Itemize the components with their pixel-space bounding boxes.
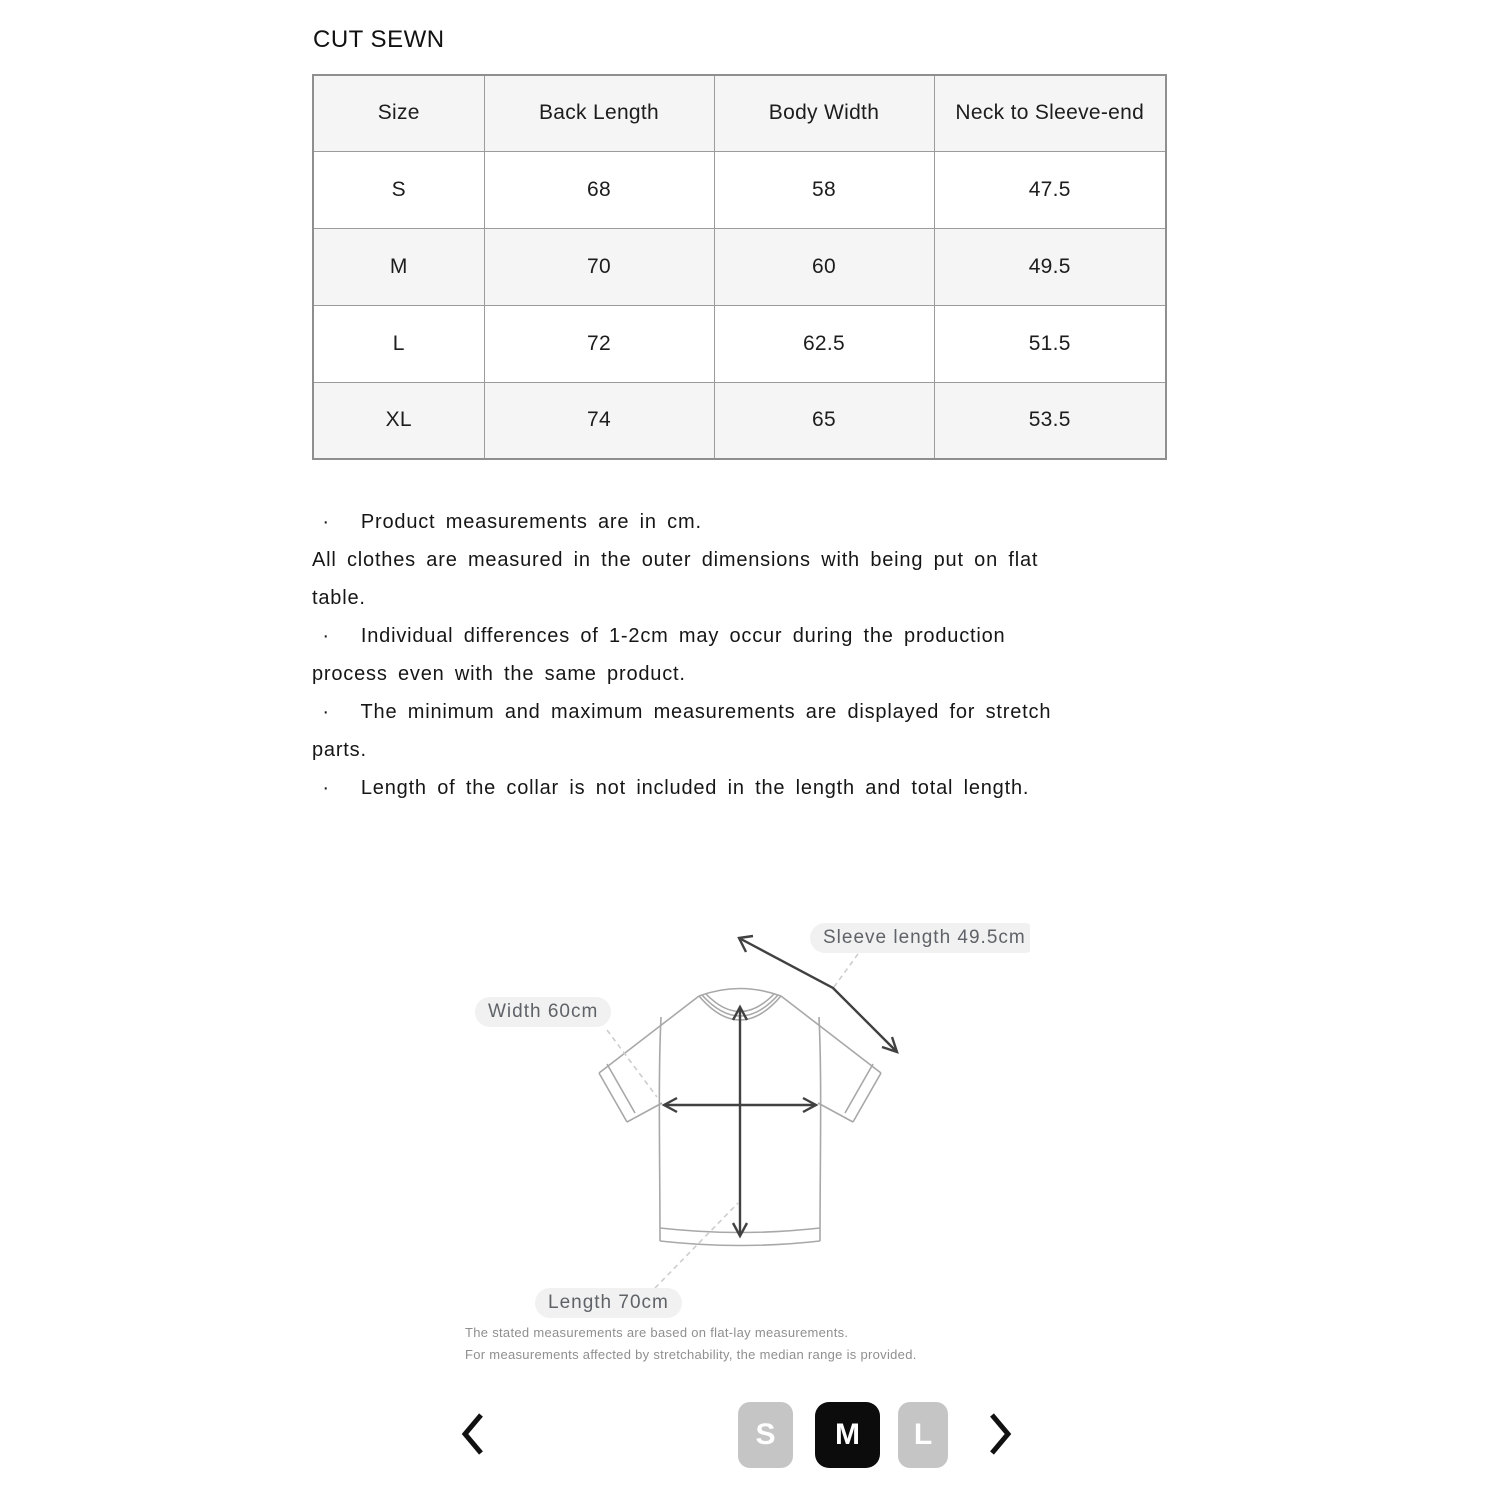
diagram-footnote: For measurements affected by stretchability, the median range is provided.: [465, 1347, 917, 1362]
note-line: · Individual differences of 1-2cm may occur during the production: [312, 625, 1006, 647]
note-line: process even with the same product.: [312, 663, 686, 685]
table-row: [313, 305, 1166, 382]
prev-button[interactable]: [457, 1410, 487, 1458]
col-header-body-width: Body Width: [714, 75, 934, 151]
cell-body-width: 58: [714, 151, 934, 228]
col-header-neck-to-sleeve: Neck to Sleeve-end: [934, 75, 1166, 151]
measurement-notes: [312, 503, 1051, 807]
note-line: parts.: [312, 739, 367, 761]
chevron-left-icon: [457, 1410, 487, 1458]
table-header-row: [313, 75, 1166, 151]
cell-size: XL: [313, 382, 484, 459]
table-row: [313, 151, 1166, 228]
cell-neck-to-sleeve: 53.5: [934, 382, 1166, 459]
width-label: Width 60cm: [475, 997, 611, 1027]
cell-back-length: 74: [484, 382, 714, 459]
length-label: Length 70cm: [535, 1288, 682, 1318]
table-row: [313, 228, 1166, 305]
note-line: · Length of the collar is not included in the length and total length.: [312, 777, 1030, 799]
cell-body-width: 65: [714, 382, 934, 459]
length-arrow: [733, 1007, 747, 1236]
cell-neck-to-sleeve: 51.5: [934, 305, 1166, 382]
table-row: [313, 382, 1166, 459]
note-line: All clothes are measured in the outer dimensions with being put on flat: [312, 549, 1039, 571]
sleeve-arrow: [739, 936, 897, 1052]
cell-size: M: [313, 228, 484, 305]
cell-size: S: [313, 151, 484, 228]
col-header-back-length: Back Length: [484, 75, 714, 151]
sleeve-length-label: Sleeve length 49.5cm: [810, 923, 1030, 953]
cell-neck-to-sleeve: 49.5: [934, 228, 1166, 305]
cell-body-width: 60: [714, 228, 934, 305]
size-table: [312, 74, 1167, 460]
cell-neck-to-sleeve: 47.5: [934, 151, 1166, 228]
diagram-footnote: The stated measurements are based on flat-lay measurements.: [465, 1325, 849, 1340]
page-title: CUT SEWN: [313, 26, 445, 53]
cell-back-length: 72: [484, 305, 714, 382]
chevron-right-icon: [986, 1410, 1016, 1458]
note-line: · Product measurements are in cm.: [312, 511, 702, 533]
cell-back-length: 70: [484, 228, 714, 305]
note-line: table.: [312, 587, 366, 609]
next-button[interactable]: [986, 1410, 1016, 1458]
cell-back-length: 68: [484, 151, 714, 228]
cell-size: L: [313, 305, 484, 382]
col-header-size: Size: [313, 75, 484, 151]
cell-body-width: 62.5: [714, 305, 934, 382]
size-button-s[interactable]: S: [738, 1402, 793, 1468]
note-line: · The minimum and maximum measurements are displayed for stretch: [312, 701, 1052, 723]
size-button-l[interactable]: L: [898, 1402, 948, 1468]
measurement-diagram: [450, 900, 1030, 1375]
size-button-m[interactable]: M: [815, 1402, 880, 1468]
